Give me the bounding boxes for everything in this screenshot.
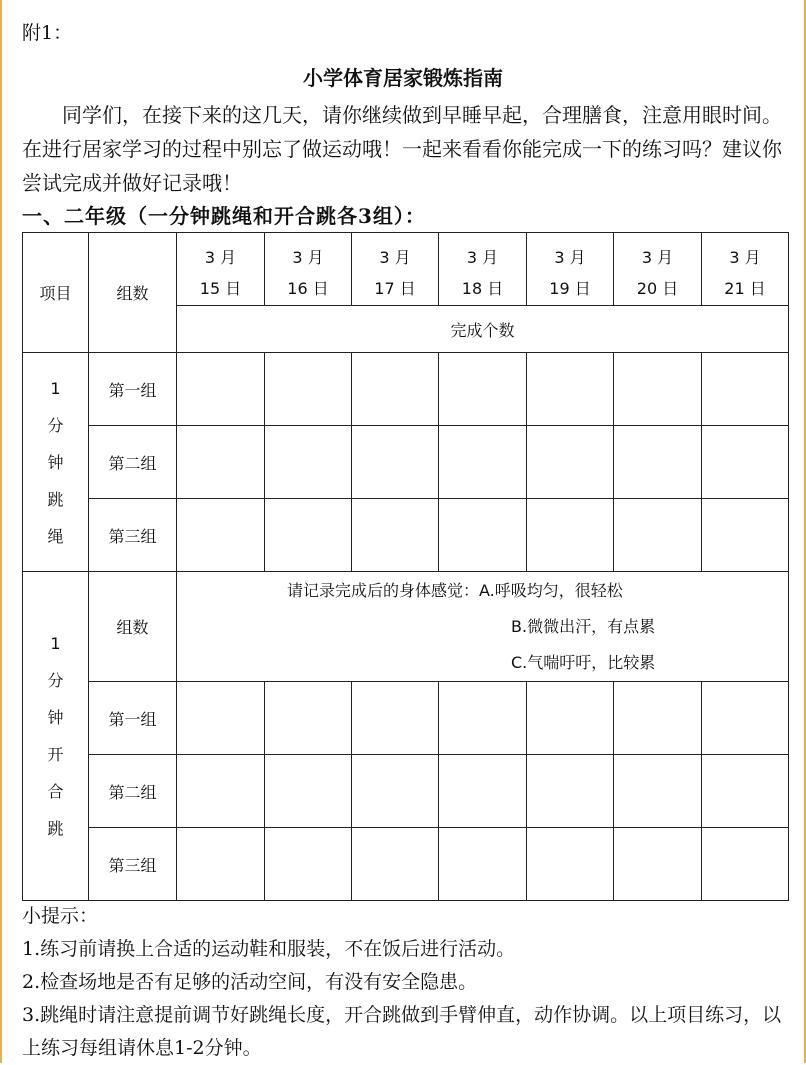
entry-cell[interactable] (177, 682, 265, 755)
set-label: 第二组 (89, 755, 177, 828)
entry-cell[interactable] (177, 353, 265, 426)
entry-cell[interactable] (614, 353, 702, 426)
entry-cell[interactable] (177, 499, 265, 572)
set-label: 第三组 (89, 828, 177, 901)
entry-cell[interactable] (439, 426, 527, 499)
header-item: 项目 (23, 233, 89, 353)
page-title: 小学体育居家锻炼指南 (303, 66, 503, 90)
date-header: 3 月 16 日 (265, 233, 352, 306)
set-label: 第二组 (89, 426, 177, 499)
entry-cell[interactable] (614, 755, 702, 828)
entry-cell[interactable] (352, 353, 439, 426)
date-header: 3 月 17 日 (352, 233, 439, 306)
note-line: B.微微出汗，有点累 (511, 617, 656, 636)
entry-cell[interactable] (177, 828, 265, 901)
date-header: 3 月 21 日 (702, 233, 789, 306)
header-sets: 组数 (89, 233, 177, 353)
note-line: 请记录完成后的身体感觉：A.呼吸均匀，很轻松 (287, 581, 623, 600)
entry-cell[interactable] (614, 828, 702, 901)
entry-cell[interactable] (702, 499, 789, 572)
set-label: 第一组 (89, 682, 177, 755)
count-label: 完成个数 (177, 306, 789, 353)
entry-cell[interactable] (265, 426, 352, 499)
entry-cell[interactable] (614, 682, 702, 755)
entry-cell[interactable] (352, 682, 439, 755)
tips-block (22, 900, 792, 1065)
entry-cell[interactable] (265, 353, 352, 426)
date-header: 3 月 18 日 (439, 233, 527, 306)
entry-cell[interactable] (352, 499, 439, 572)
tip-item: 3.跳绳时请注意提前调节好跳绳长度，开合跳做到手臂伸直，动作协调。以上项目练习，以上练习每组请休息1-2分钟。 (22, 1004, 782, 1059)
entry-cell[interactable] (265, 828, 352, 901)
entry-cell[interactable] (352, 755, 439, 828)
left-border-line (0, 0, 2, 1063)
entry-cell[interactable] (527, 682, 614, 755)
entry-cell[interactable] (439, 353, 527, 426)
entry-cell[interactable] (702, 353, 789, 426)
entry-cell[interactable] (177, 426, 265, 499)
entry-cell[interactable] (614, 426, 702, 499)
set-label: 第一组 (89, 353, 177, 426)
entry-cell[interactable] (439, 682, 527, 755)
entry-cell[interactable] (527, 828, 614, 901)
date-header: 3 月 20 日 (614, 233, 702, 306)
item-rope-skipping: 1 分 钟 跳 绳 (23, 353, 89, 572)
entry-cell[interactable] (265, 755, 352, 828)
entry-cell[interactable] (614, 499, 702, 572)
entry-cell[interactable] (527, 353, 614, 426)
entry-cell[interactable] (439, 499, 527, 572)
entry-cell[interactable] (439, 755, 527, 828)
entry-cell[interactable] (527, 755, 614, 828)
item-jumping-jacks: 1 分 钟 开 合 跳 (23, 572, 89, 901)
entry-cell[interactable] (439, 828, 527, 901)
tips-heading: 小提示： (22, 905, 99, 927)
feeling-note (177, 572, 789, 682)
section-heading: 一、二年级（一分钟跳绳和开合跳各3组）： (22, 204, 426, 228)
entry-cell[interactable] (702, 682, 789, 755)
appendix-label: 附1： (22, 22, 73, 44)
date-header: 3 月 15 日 (177, 233, 265, 306)
entry-cell[interactable] (177, 755, 265, 828)
entry-cell[interactable] (702, 426, 789, 499)
sets-label: 组数 (89, 572, 177, 682)
entry-cell[interactable] (527, 426, 614, 499)
entry-cell[interactable] (527, 499, 614, 572)
note-line: C.气喘吁吁，比较累 (511, 653, 656, 672)
date-header: 3 月 19 日 (527, 233, 614, 306)
tip-item: 2.检查场地是否有足够的活动空间，有没有安全隐患。 (22, 971, 478, 993)
entry-cell[interactable] (352, 828, 439, 901)
tip-item: 1.练习前请换上合适的运动鞋和服装，不在饭后进行活动。 (22, 938, 516, 960)
entry-cell[interactable] (702, 828, 789, 901)
entry-cell[interactable] (265, 682, 352, 755)
entry-cell[interactable] (702, 755, 789, 828)
set-label: 第三组 (89, 499, 177, 572)
entry-cell[interactable] (352, 426, 439, 499)
intro-paragraph: 同学们，在接下来的这几天，请你继续做到早睡早起，合理膳食，注意用眼时间。在进行居家学习的过程中别忘了做运动哦！一起来看看你能完成一下的练习吗？建议你尝试完成并做好记录哦！ (22, 103, 782, 195)
entry-cell[interactable] (265, 499, 352, 572)
record-table (22, 232, 789, 901)
